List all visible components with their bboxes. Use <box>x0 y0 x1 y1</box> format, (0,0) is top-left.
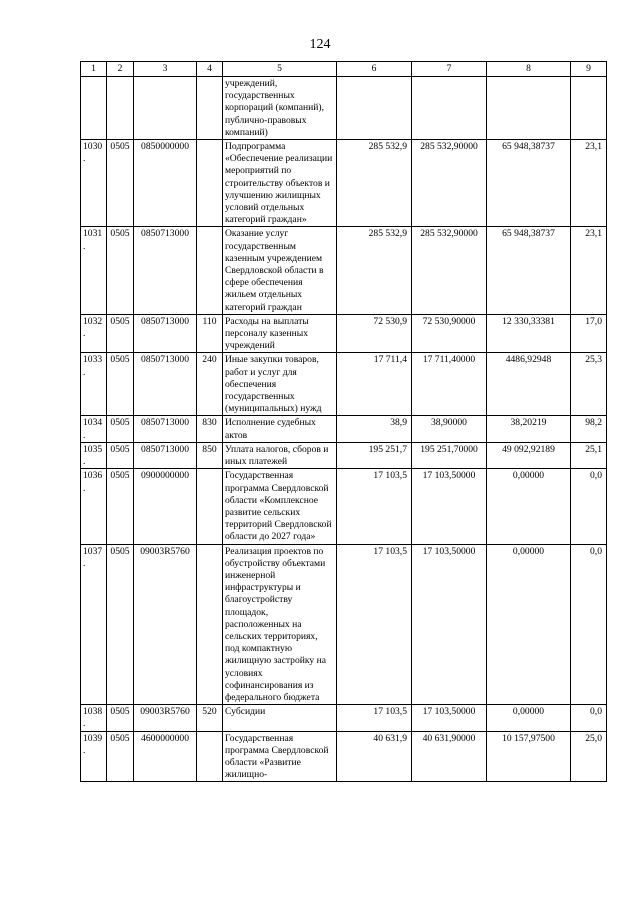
table-row <box>81 416 607 442</box>
approved-amount: 17 103,50000 <box>412 705 487 731</box>
planned-amount: 195 251,7 <box>337 442 412 468</box>
target-article-code: 0850713000 <box>134 227 197 314</box>
executed-amount: 0,00000 <box>487 705 571 731</box>
target-article-code: 0850713000 <box>134 416 197 442</box>
executed-amount <box>487 77 571 140</box>
expense-type-code: 240 <box>197 353 223 416</box>
row-number: 1034. <box>81 416 107 442</box>
item-name: Иные закупки товаров, работ и услуг для обеспечения государственных (муниципальных) нужд <box>223 353 337 416</box>
executed-amount: 38,20219 <box>487 416 571 442</box>
section-code: 0505 <box>107 353 134 416</box>
column-header: 1 <box>81 62 107 77</box>
expense-type-code <box>197 469 223 544</box>
table-header-row <box>81 62 607 77</box>
executed-amount: 0,00000 <box>487 544 571 705</box>
item-name: Оказание услуг государственным казенным учреждением Свердловской области в сфере обеспечения жильем отдельных категорий граждан <box>223 227 337 314</box>
planned-amount <box>337 77 412 140</box>
column-header: 3 <box>134 62 197 77</box>
column-header: 4 <box>197 62 223 77</box>
target-article-code: 0850713000 <box>134 353 197 416</box>
budget-table <box>80 61 607 782</box>
approved-amount: 17 103,50000 <box>412 469 487 544</box>
execution-percent: 23,1 <box>571 227 607 314</box>
approved-amount: 40 631,90000 <box>412 731 487 782</box>
expense-type-code: 520 <box>197 705 223 731</box>
table-row <box>81 77 607 140</box>
expense-type-code <box>197 544 223 705</box>
target-article-code: 0850713000 <box>134 314 197 353</box>
target-article-code: 0850713000 <box>134 442 197 468</box>
column-header: 7 <box>412 62 487 77</box>
section-code: 0505 <box>107 140 134 227</box>
row-number <box>81 77 107 140</box>
expense-type-code: 850 <box>197 442 223 468</box>
execution-percent: 25,0 <box>571 731 607 782</box>
table-body <box>81 62 607 782</box>
table-row <box>81 705 607 731</box>
table-row <box>81 140 607 227</box>
column-header: 8 <box>487 62 571 77</box>
approved-amount: 72 530,90000 <box>412 314 487 353</box>
expense-type-code <box>197 140 223 227</box>
approved-amount: 38,90000 <box>412 416 487 442</box>
section-code: 0505 <box>107 314 134 353</box>
column-header: 9 <box>571 62 607 77</box>
column-header: 5 <box>223 62 337 77</box>
target-article-code: 4600000000 <box>134 731 197 782</box>
row-number: 1032. <box>81 314 107 353</box>
table-row <box>81 353 607 416</box>
table-row <box>81 442 607 468</box>
planned-amount: 285 532,9 <box>337 140 412 227</box>
expense-type-code <box>197 731 223 782</box>
approved-amount: 285 532,90000 <box>412 227 487 314</box>
section-code: 0505 <box>107 227 134 314</box>
executed-amount: 65 948,38737 <box>487 227 571 314</box>
execution-percent: 25,1 <box>571 442 607 468</box>
approved-amount <box>412 77 487 140</box>
row-number: 1035. <box>81 442 107 468</box>
item-name: учреждений, государственных корпораций (компаний), публично-правовых компаний) <box>223 77 337 140</box>
target-article-code <box>134 77 197 140</box>
section-code: 0505 <box>107 416 134 442</box>
execution-percent: 0,0 <box>571 544 607 705</box>
page-number: 124 <box>309 37 331 52</box>
execution-percent: 23,1 <box>571 140 607 227</box>
execution-percent: 17,0 <box>571 314 607 353</box>
section-code <box>107 77 134 140</box>
planned-amount: 40 631,9 <box>337 731 412 782</box>
row-number: 1036. <box>81 469 107 544</box>
item-name: Государственная программа Свердловской области «Комплексное развитие сельских территорий Свердловской области до 2027 года» <box>223 469 337 544</box>
approved-amount: 17 103,50000 <box>412 544 487 705</box>
expense-type-code: 830 <box>197 416 223 442</box>
section-code: 0505 <box>107 469 134 544</box>
planned-amount: 38,9 <box>337 416 412 442</box>
row-number: 1033. <box>81 353 107 416</box>
section-code: 0505 <box>107 544 134 705</box>
executed-amount: 4486,92948 <box>487 353 571 416</box>
table-row <box>81 731 607 782</box>
item-name: Подпрограмма «Обеспечение реализации мероприятий по строительству объектов и улучшению жилищных условий отдельных категорий граждан» <box>223 140 337 227</box>
item-name: Расходы на выплаты персоналу казенных учреждений <box>223 314 337 353</box>
executed-amount: 0,00000 <box>487 469 571 544</box>
item-name: Субсидии <box>223 705 337 731</box>
planned-amount: 285 532,9 <box>337 227 412 314</box>
approved-amount: 195 251,70000 <box>412 442 487 468</box>
target-article-code: 09003R5760 <box>134 705 197 731</box>
executed-amount: 49 092,92189 <box>487 442 571 468</box>
target-article-code: 09003R5760 <box>134 544 197 705</box>
execution-percent: 98,2 <box>571 416 607 442</box>
item-name: Государственная программа Свердловской области «Развитие жилищно- <box>223 731 337 782</box>
planned-amount: 17 103,5 <box>337 544 412 705</box>
table-row <box>81 314 607 353</box>
item-name: Реализация проектов по обустройству объектами инженерной инфраструктуры и благоустройству площадок, расположенных на сельских территориях, под компактную жилищную застройку на условиях софинансирования из федерального бюджета <box>223 544 337 705</box>
row-number: 1031. <box>81 227 107 314</box>
planned-amount: 17 711,4 <box>337 353 412 416</box>
executed-amount: 65 948,38737 <box>487 140 571 227</box>
planned-amount: 72 530,9 <box>337 314 412 353</box>
row-number: 1039. <box>81 731 107 782</box>
execution-percent: 25,3 <box>571 353 607 416</box>
approved-amount: 17 711,40000 <box>412 353 487 416</box>
row-number: 1038. <box>81 705 107 731</box>
column-header: 2 <box>107 62 134 77</box>
row-number: 1030. <box>81 140 107 227</box>
executed-amount: 12 330,33381 <box>487 314 571 353</box>
table-row <box>81 469 607 544</box>
table-row <box>81 227 607 314</box>
target-article-code: 0850000000 <box>134 140 197 227</box>
row-number: 1037. <box>81 544 107 705</box>
planned-amount: 17 103,5 <box>337 705 412 731</box>
execution-percent: 0,0 <box>571 705 607 731</box>
approved-amount: 285 532,90000 <box>412 140 487 227</box>
section-code: 0505 <box>107 705 134 731</box>
execution-percent: 0,0 <box>571 469 607 544</box>
section-code: 0505 <box>107 442 134 468</box>
column-header: 6 <box>337 62 412 77</box>
expense-type-code <box>197 227 223 314</box>
expense-type-code: 110 <box>197 314 223 353</box>
item-name: Исполнение судебных актов <box>223 416 337 442</box>
planned-amount: 17 103,5 <box>337 469 412 544</box>
section-code: 0505 <box>107 731 134 782</box>
execution-percent <box>571 77 607 140</box>
target-article-code: 0900000000 <box>134 469 197 544</box>
expense-type-code <box>197 77 223 140</box>
item-name: Уплата налогов, сборов и иных платежей <box>223 442 337 468</box>
table-row <box>81 544 607 705</box>
executed-amount: 10 157,97500 <box>487 731 571 782</box>
